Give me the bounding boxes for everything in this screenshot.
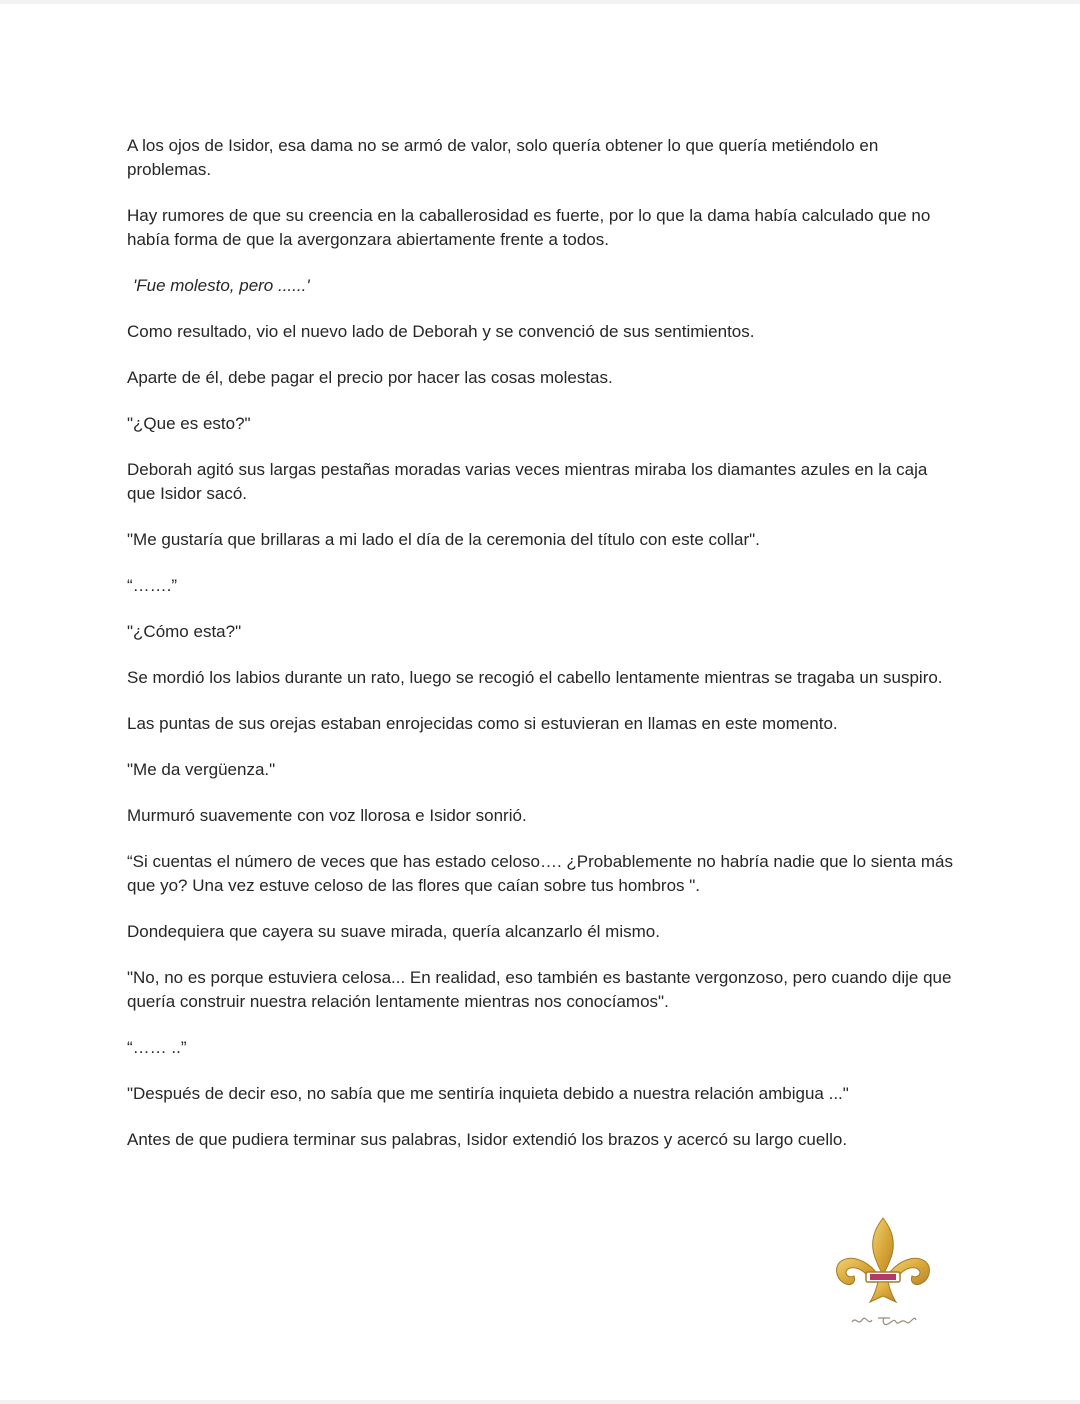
paragraph: "¿Que es esto?" bbox=[127, 414, 251, 433]
paragraph: Aparte de él, debe pagar el precio por hacer las cosas molestas. bbox=[127, 368, 613, 387]
paragraph: Las puntas de sus orejas estaban enrojecidas como si estuvieran en llamas en este momento. bbox=[127, 714, 838, 733]
paragraph: “…… ..” bbox=[127, 1038, 187, 1057]
paragraph: Se mordió los labios durante un rato, luego se recogió el cabello lentamente mientras se tragaba un suspiro. bbox=[127, 668, 943, 687]
document-page bbox=[0, 4, 1080, 1400]
paragraph: Como resultado, vio el nuevo lado de Deborah y se convenció de sus sentimientos. bbox=[127, 322, 755, 341]
paragraph: "Me gustaría que brillaras a mi lado el día de la ceremonia del título con este collar". bbox=[127, 530, 760, 549]
paragraph: "No, no es porque estuviera celosa... En realidad, eso también es bastante vergonzoso, pero cuando dije que quería construir nuestra relación lentamente mientras nos conocíamos". bbox=[127, 968, 952, 1011]
fleur-de-lis-icon bbox=[832, 1214, 934, 1334]
paragraph-italic-thought: 'Fue molesto, pero ......' bbox=[133, 276, 310, 295]
paragraph: "Después de decir eso, no sabía que me sentiría inquieta debido a nuestra relación ambigua ..." bbox=[127, 1084, 849, 1103]
paragraph: "Me da vergüenza." bbox=[127, 760, 276, 779]
paragraph: Antes de que pudiera terminar sus palabras, Isidor extendió los brazos y acercó su largo cuello. bbox=[127, 1130, 848, 1149]
paragraph: “…….” bbox=[127, 576, 178, 595]
paragraph: Deborah agitó sus largas pestañas moradas varias veces mientras miraba los diamantes azules en la caja que Isidor sacó. bbox=[127, 460, 928, 503]
paragraph: Dondequiera que cayera su suave mirada, quería alcanzarlo él mismo. bbox=[127, 922, 660, 941]
paragraph: A los ojos de Isidor, esa dama no se armó de valor, solo quería obtener lo que quería metiéndolo en problemas. bbox=[127, 136, 879, 179]
paragraph: Murmuró suavemente con voz llorosa e Isidor sonrió. bbox=[127, 806, 527, 825]
paragraph: Hay rumores de que su creencia en la caballerosidad es fuerte, por lo que la dama había calculado que no había forma de que la avergonzara abiertamente frente a todos. bbox=[127, 206, 931, 249]
paragraph: “Si cuentas el número de veces que has estado celoso…. ¿Probablemente no habría nadie que lo sienta más que yo? Una vez estuve celoso de las flores que caían sobre tus hombros ". bbox=[127, 852, 953, 895]
fleur-de-lis-logo bbox=[832, 1214, 934, 1334]
paragraph: "¿Cómo esta?" bbox=[127, 622, 242, 641]
document-body bbox=[127, 134, 957, 1174]
